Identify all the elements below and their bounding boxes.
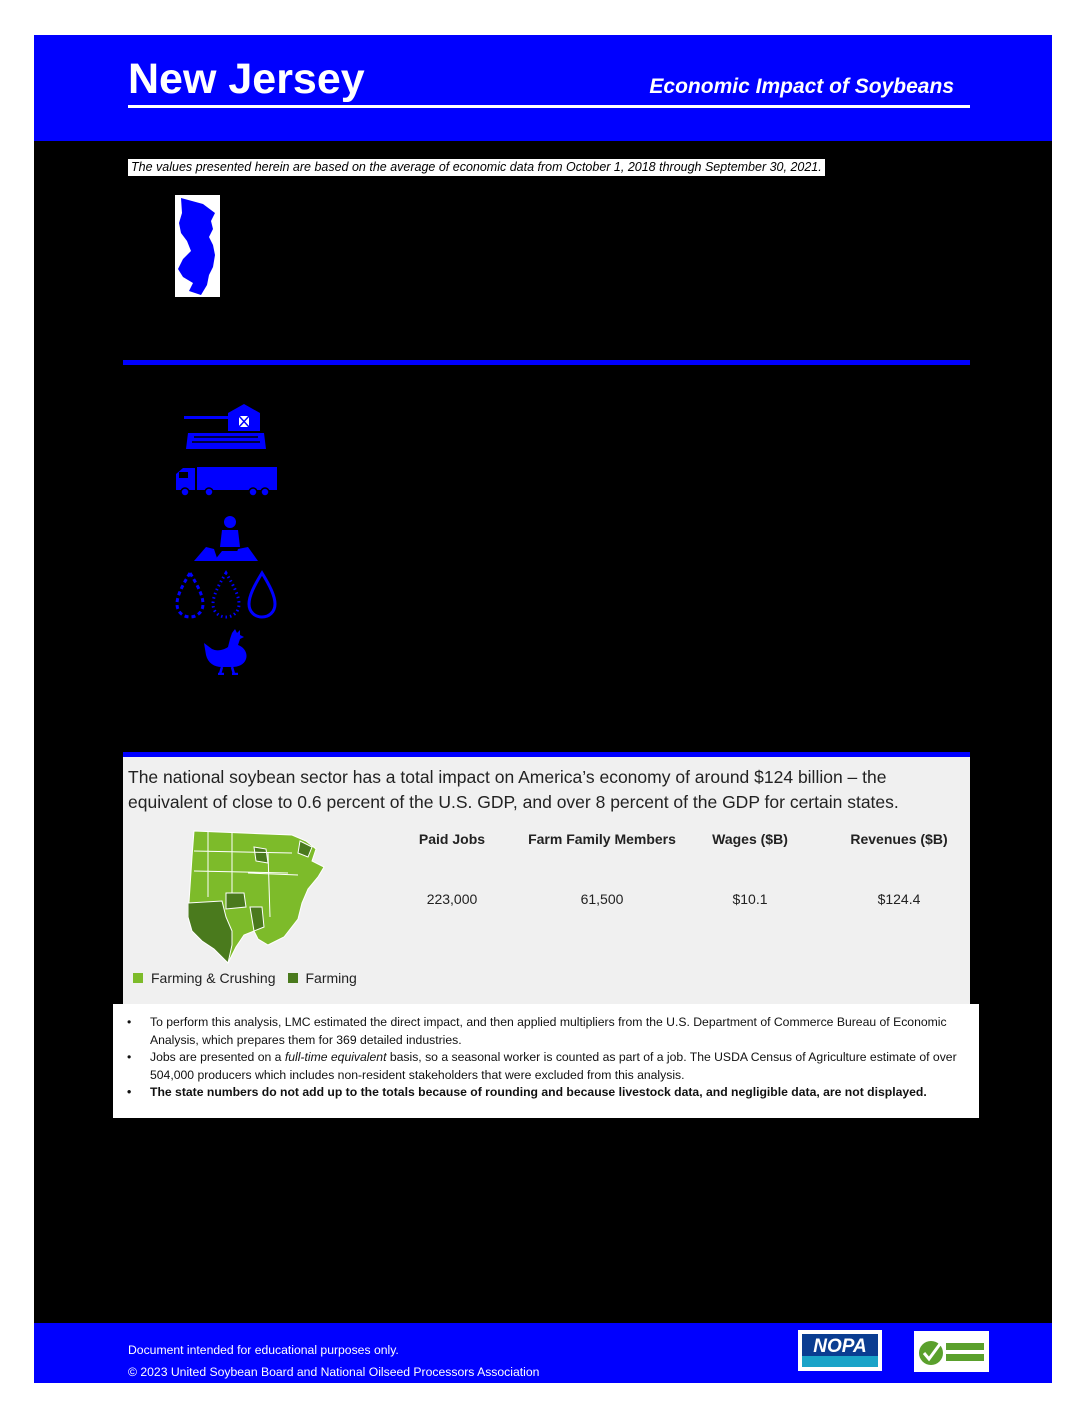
oil-drops-icon (173, 570, 279, 620)
note-item: • Jobs are presented on a full-time equivalent basis, so a seasonal worker is counted as part of a job. The USDA Census of Agriculture estimate of over 504,000 producers which includes non-resident stakeholders that were excluded from this analysis. (113, 1049, 979, 1084)
truck-icon (173, 466, 279, 498)
footer-band (34, 1323, 1052, 1383)
document-subtitle: Economic Impact of Soybeans (649, 75, 954, 98)
legend-swatch-farming-crushing (133, 973, 143, 983)
state-title: New Jersey (128, 55, 365, 103)
legend-item-farming-crushing (133, 969, 276, 987)
stat-label-paid-jobs: Paid Jobs (418, 831, 486, 847)
footer-copyright: © 2023 United Soybean Board and National Oilseed Processors Association (128, 1365, 540, 1379)
stat-label-wages: Wages ($B) (712, 831, 788, 847)
stat-value-revenues: $124.4 (877, 891, 921, 907)
legend-label: Farming (305, 970, 357, 986)
header-rule (128, 105, 970, 108)
note-emphasis: full-time equivalent (284, 1050, 387, 1064)
section-divider (123, 360, 970, 365)
national-summary-text: The national soybean sector has a total impact on America’s economy of around $124 billion – the equivalent of close to 0.6 percent of the U.S. GDP, and over 8 percent of the GDP for certain states. (128, 767, 899, 812)
legend-item-farming (288, 969, 357, 987)
header-band (34, 35, 1052, 141)
stat-value-paid-jobs: 223,000 (426, 891, 478, 907)
stat-label-revenues: Revenues ($B) (850, 831, 948, 847)
chicken-icon (202, 627, 250, 675)
us-soybean-states-map (188, 827, 328, 972)
crushing-worker-icon (192, 513, 260, 563)
map-legend (133, 969, 369, 987)
data-period-note: The values presented herein are based on the average of economic data from October 1, 2018 through September 30, 2021. (128, 159, 825, 176)
farm-barn-icon (184, 401, 268, 451)
note-item: • The state numbers do not add up to the totals because of rounding and because livestock data, and negligible data, are not displayed. (113, 1084, 979, 1102)
footer-disclaimer: Document intended for educational purposes only. (128, 1343, 399, 1357)
legend-swatch-farming (288, 973, 298, 983)
new-jersey-map-icon (175, 195, 220, 297)
stat-value-wages: $10.1 (732, 891, 768, 907)
notes-list (113, 1014, 979, 1102)
methodology-notes (113, 1004, 979, 1118)
legend-label: Farming & Crushing (151, 970, 276, 986)
soy-checkoff-logo (914, 1331, 989, 1372)
page (34, 35, 1052, 1383)
nopa-logo (798, 1330, 882, 1371)
stat-label-farm-family-members: Farm Family Members (528, 831, 676, 847)
svg-text:NOPA: NOPA (813, 1336, 867, 1357)
national-summary-panel (123, 752, 970, 1008)
stat-value-farm-family-members: 61,500 (580, 891, 624, 907)
note-item: • To perform this analysis, LMC estimated the direct impact, and then applied multipliers from the U.S. Department of Commerce Bureau of Economic Analysis, which prepares them for 369 detailed industries. (113, 1014, 979, 1049)
